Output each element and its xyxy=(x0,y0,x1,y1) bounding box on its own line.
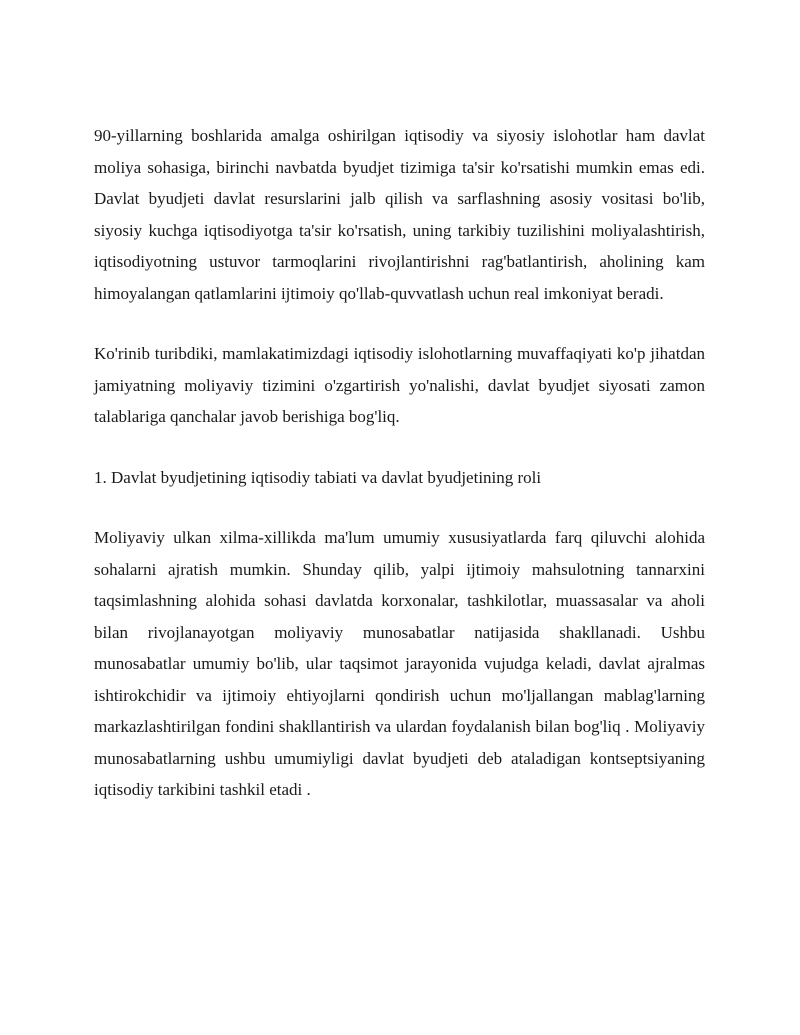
document-page xyxy=(94,120,705,806)
paragraph-spacer xyxy=(94,309,705,338)
paragraph-reform-success: Ko'rinib turibdiki, mamlakatimizdagi iqtisodiy islohotlarning muvaffaqiyati ko'p jihatdan jamiyatning moliyaviy tizimini o'zgartirish yo'nalishi, davlat byudjet siyosati zamon talablariga qanchalar javob berishiga bog'liq. xyxy=(94,344,705,426)
paragraph-spacer xyxy=(94,433,705,462)
paragraph-intro: 90-yillarning boshlarida amalga oshirilgan iqtisodiy va siyosiy islohotlar ham davlat moliya sohasiga, birinchi navbatda byudjet tizimiga ta'sir ko'rsatishi mumkin emas edi. Davlat byudjeti davlat resurslarini jalb qilish va sarflashning asosiy vositasi bo'lib, siyosiy kuchga iqtisodiyotga ta'sir ko'rsatish, uning tarkibiy tuzilishini moliyalashtirish, iqtisodiyotning ustuvor tarmoqlarini rivojlantirishni rag'batlantirish, aholining kam himoyalangan qatlamlarini ijtimoiy qo'llab-quvvatlash uchun real imkoniyat beradi. xyxy=(94,126,705,303)
paragraph-financial-relations: Moliyaviy ulkan xilma-xillikda ma'lum umumiy xususiyatlarda farq qiluvchi alohida sohalarni ajratish mumkin. Shunday qilib, yalpi ijtimoiy mahsulotning tannarxini taqsimlashning alohida sohasi davlatda korxonalar, tashkilotlar, muassasalar va aholi bilan rivojlanayotgan moliyaviy munosabatlar natijasida shakllanadi. Ushbu munosabatlar umumiy bo'lib, ular taqsimot jarayonida vujudga keladi, davlat ajralmas ishtirokchidir va ijtimoiy ehtiyojlarni qondirish uchun mo'ljallangan mablag'larning markazlashtirilgan fondini shakllantirish va ulardan foydalanish bilan bog'liq . Moliyaviy munosabatlarning ushbu umumiyligi davlat byudjeti deb ataladigan kontseptsiyaning iqtisodiy tarkibini tashkil etadi . xyxy=(94,528,705,799)
section-heading: 1. Davlat byudjetining iqtisodiy tabiati va davlat byudjetining roli xyxy=(94,467,542,487)
paragraph-spacer xyxy=(94,493,705,522)
